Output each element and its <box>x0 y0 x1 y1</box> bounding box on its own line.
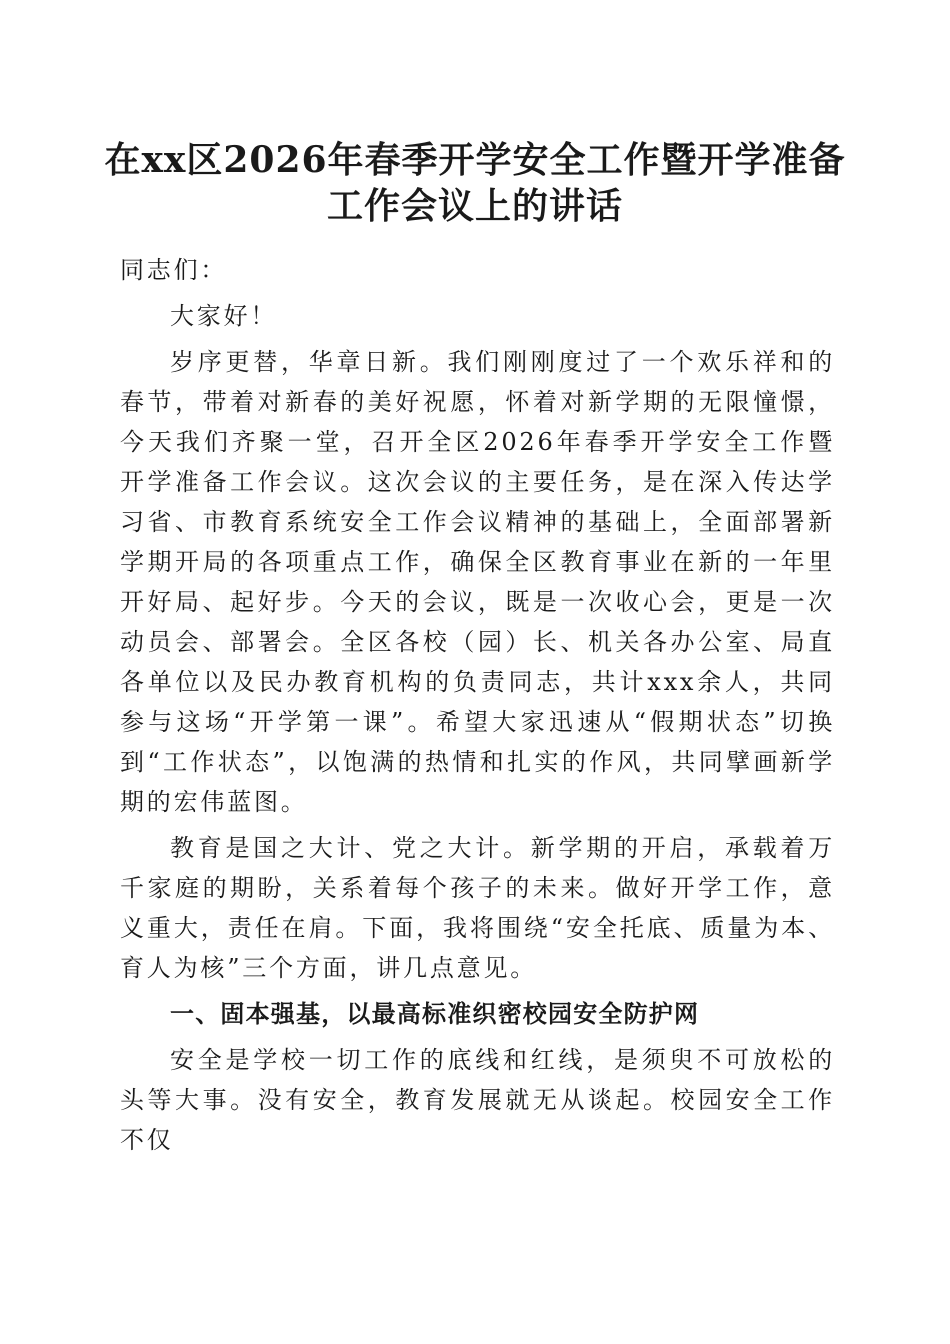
paragraph-significance: 教育是国之大计、党之大计。新学期的开启，承载着万千家庭的期盼，关系着每个孩子的未来。做好开学工作，意义重大，责任在肩。下面，我将围绕“安全托底、质量为本、育人为核”三个方面，讲几点意见。 <box>120 834 835 982</box>
paragraph-safety: 安全是学校一切工作的底线和红线，是须臾不可放松的头等大事。没有安全，教育发展就无从谈起。校园安全工作不仅 <box>120 1046 835 1154</box>
section-heading-1: 一、固本强基，以最高标准织密校园安全防护网 <box>170 1000 700 1028</box>
document-title-line-2: 工作会议上的讲话 <box>326 185 623 227</box>
document-title-line-1: 在xx区2026年春季开学安全工作暨开学准备 <box>104 139 846 181</box>
document-body <box>120 250 835 1166</box>
greeting: 大家好！ <box>170 302 278 330</box>
paragraph-intro: 岁序更替，华章日新。我们刚刚度过了一个欢乐祥和的春节，带着对新春的美好祝愿，怀着对新学期的无限憧憬，今天我们齐聚一堂，召开全区2026年春季开学安全工作暨开学准备工作会议。这次会议的主要任务，是在深入传达学习省、市教育系统安全工作会议精神的基础上，全面部署新学期开局的各项重点工作，确保全区教育事业在新的一年里开好局、起好步。今天的会议，既是一次收心会，更是一次动员会、部署会。全区各校（园）长、机关各办公室、局直各单位以及民办教育机构的负责同志，共计xxx余人，共同参与这场“开学第一课”。希望大家迅速从“假期状态”切换到“工作状态”，以饱满的热情和扎实的作风，共同擘画新学期的宏伟蓝图。 <box>120 348 835 816</box>
salutation: 同志们： <box>120 256 228 284</box>
